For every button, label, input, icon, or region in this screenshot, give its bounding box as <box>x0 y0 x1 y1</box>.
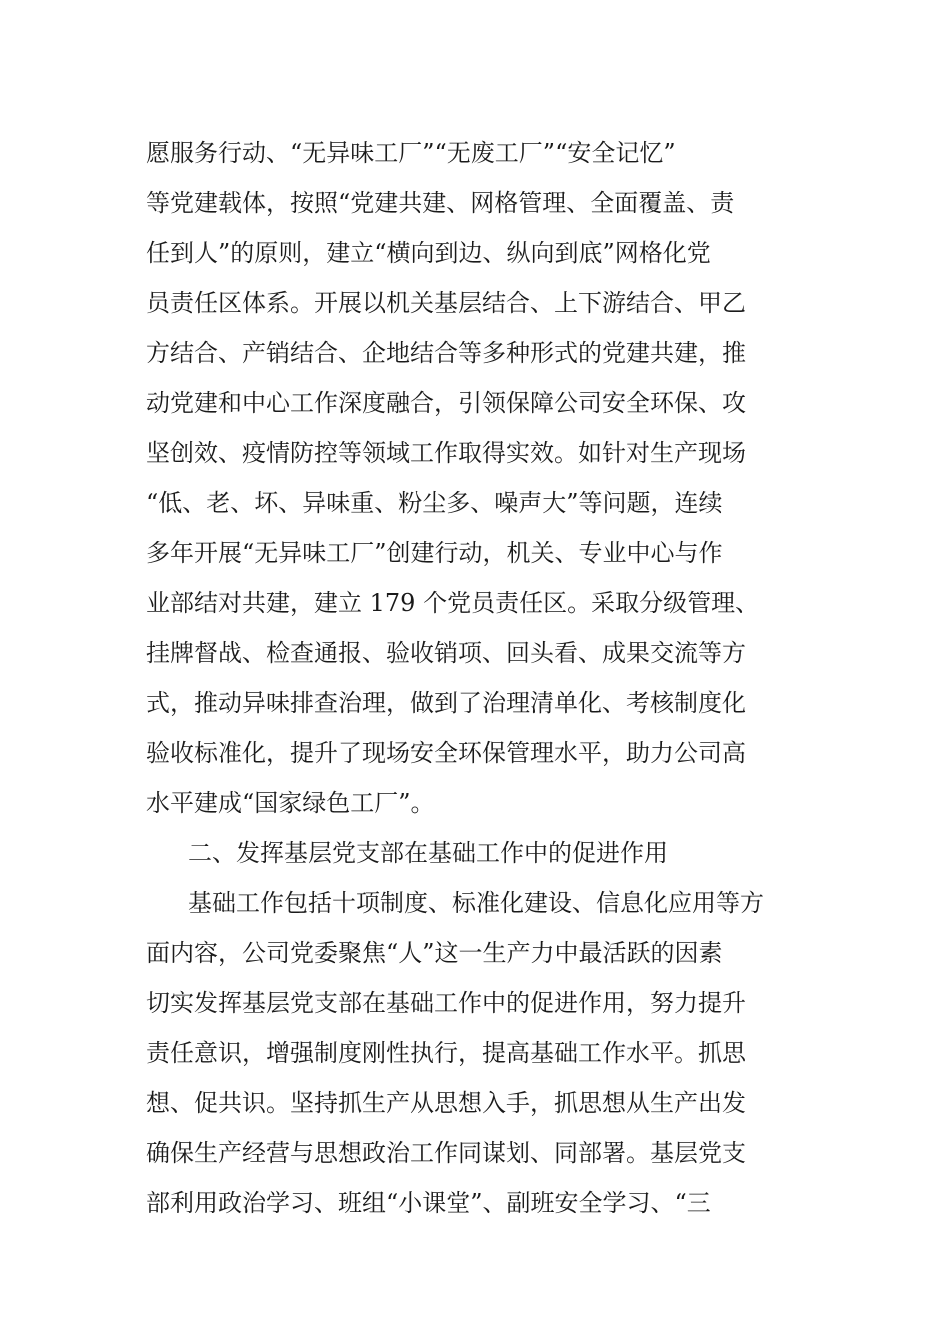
text-line: 方结合、产销结合、企地结合等多种形式的党建共建，推 <box>146 339 746 367</box>
text-line: 等党建载体，按照“党建共建、网格管理、全面覆盖、责 <box>146 189 735 217</box>
text-line: 确保生产经营与思想政治工作同谋划、同部署。基层党支 <box>146 1139 746 1167</box>
text-line: 坚创效、疫情防控等领域工作取得实效。如针对生产现场 <box>146 439 746 467</box>
text-line: 任到人”的原则，建立“横向到边、纵向到底”网格化党 <box>146 239 711 267</box>
text-line: 式，推动异味排查治理，做到了治理清单化、考核制度化 <box>146 689 746 717</box>
text-line: 验收标准化，提升了现场安全环保管理水平，助力公司高 <box>146 739 746 767</box>
text-line: 想、促共识。坚持抓生产从思想入手，抓思想从生产出发 <box>146 1089 746 1117</box>
text-line: 切实发挥基层党支部在基础工作中的促进作用，努力提升 <box>146 989 746 1017</box>
text-line: 基础工作包括十项制度、标准化建设、信息化应用等方 <box>188 889 764 917</box>
text-line: 部利用政治学习、班组“小课堂”、副班安全学习、“三 <box>146 1189 711 1217</box>
text-line: 责任意识，增强制度刚性执行，提高基础工作水平。抓思 <box>146 1039 746 1067</box>
text-line: 动党建和中心工作深度融合，引领保障公司安全环保、攻 <box>146 389 746 417</box>
text-line: 面内容，公司党委聚焦“人”这一生产力中最活跃的因素 <box>146 939 723 967</box>
text-line: 员责任区体系。开展以机关基层结合、上下游结合、甲乙 <box>146 289 746 317</box>
body-text <box>146 128 806 1228</box>
text-line: 多年开展“无异味工厂”创建行动，机关、专业中心与作 <box>146 539 723 567</box>
text-line: 水平建成“国家绿色工厂”。 <box>146 789 435 817</box>
section-heading: 二、发挥基层党支部在基础工作中的促进作用 <box>188 839 668 867</box>
text-line: 业部结对共建，建立 179 个党员责任区。采取分级管理、 <box>146 589 760 617</box>
text-line: 挂牌督战、检查通报、验收销项、回头看、成果交流等方 <box>146 639 746 667</box>
text-line: “低、老、坏、异味重、粉尘多、噪声大”等问题，连续 <box>146 489 723 517</box>
text-line: 愿服务行动、“无异味工厂”“无废工厂”“安全记忆” <box>146 139 676 167</box>
